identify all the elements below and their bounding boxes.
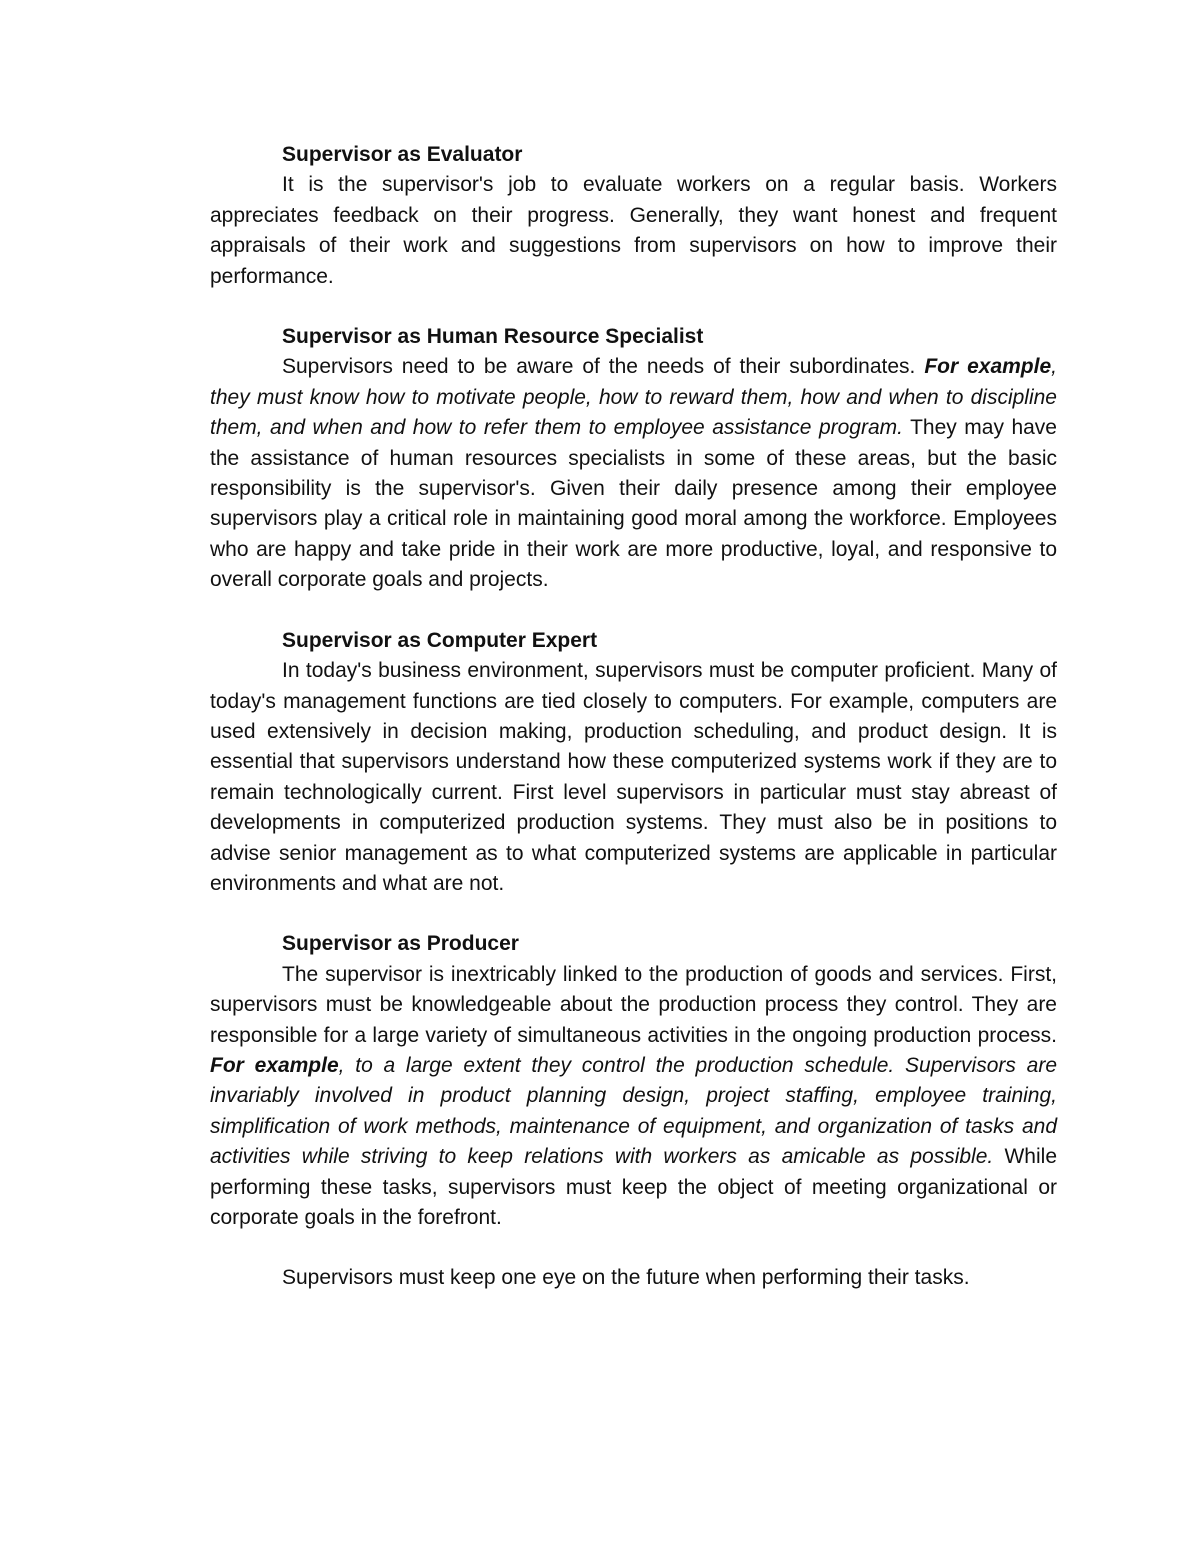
italic-text: , they must know how to motivate people, how to reward them, how and when to discipline them, and when and how to refer them to employee assistance program. <box>210 355 1057 440</box>
section-heading-evaluator: Supervisor as Evaluator <box>282 143 523 166</box>
section-heading-producer: Supervisor as Producer <box>282 932 519 956</box>
section-heading-computer-expert: Supervisor as Computer Expert <box>282 628 598 652</box>
section-body-evaluator: It is the supervisor's job to evaluate workers on a regular basis. Workers appreciates feedback on their progress. Generally, they want honest and frequent appraisals of their work and suggestions from supervisors on how to improve their performance. <box>210 173 1057 288</box>
paragraph-gap <box>210 899 1057 929</box>
closing-sentence: Supervisors must keep one eye on the future when performing their tasks. <box>282 1266 970 1290</box>
emphasis-label: For example <box>924 355 1052 379</box>
paragraph-gap <box>210 292 1057 322</box>
emphasis-label: For example <box>210 1053 339 1077</box>
document-page <box>210 140 1057 1294</box>
section-body-human-resource <box>210 352 1057 595</box>
section-heading-human-resource: Supervisor as Human Resource Specialist <box>282 325 704 349</box>
body-text: The supervisor is inextricably linked to the production of goods and services. First, supervisors must be knowledgeable about the production process they control. They are responsible for a large variety of simultaneous activities in the ongoing production process. <box>210 962 1057 1047</box>
section-body-computer-expert: In today's business environment, supervisors must be computer proficient. Many of today's management functions are tied closely to computers. For example, computers are used extensively in decision making, production scheduling, and product design. It is essential that supervisors understand how these computerized systems work if they are to remain technologically current. First level supervisors in particular must stay abreast of developments in computerized production systems. They must also be in positions to advise senior management as to what computerized systems are applicable in particular environments and what are not. <box>210 659 1057 895</box>
body-text: Supervisors need to be aware of the needs of their subordinates. <box>282 355 925 379</box>
section-body-producer <box>210 960 1057 1234</box>
paragraph-gap <box>210 596 1057 626</box>
body-text: They may have the assistance of human resources specialists in some of these areas, but the basic responsibility is the supervisor's. Given their daily presence among their employee supervisors play a critical role in maintaining good moral among the workforce. Employees who are happy and take pride in their work are more productive, loyal, and responsive to overall corporate goals and projects. <box>210 416 1057 592</box>
body-text: While performing these tasks, supervisors must keep the object of meeting organizational or corporate goals in the forefront. <box>210 1145 1057 1229</box>
paragraph-gap <box>210 1233 1057 1263</box>
italic-text: , to a large extent they control the production schedule. Supervisors are invariably involved in product planning design, project staffing, employee training, simplification of work methods, maintenance of equipment, and organization of tasks and activities while striving to keep relations with workers as amicable as possible. <box>210 1053 1057 1169</box>
